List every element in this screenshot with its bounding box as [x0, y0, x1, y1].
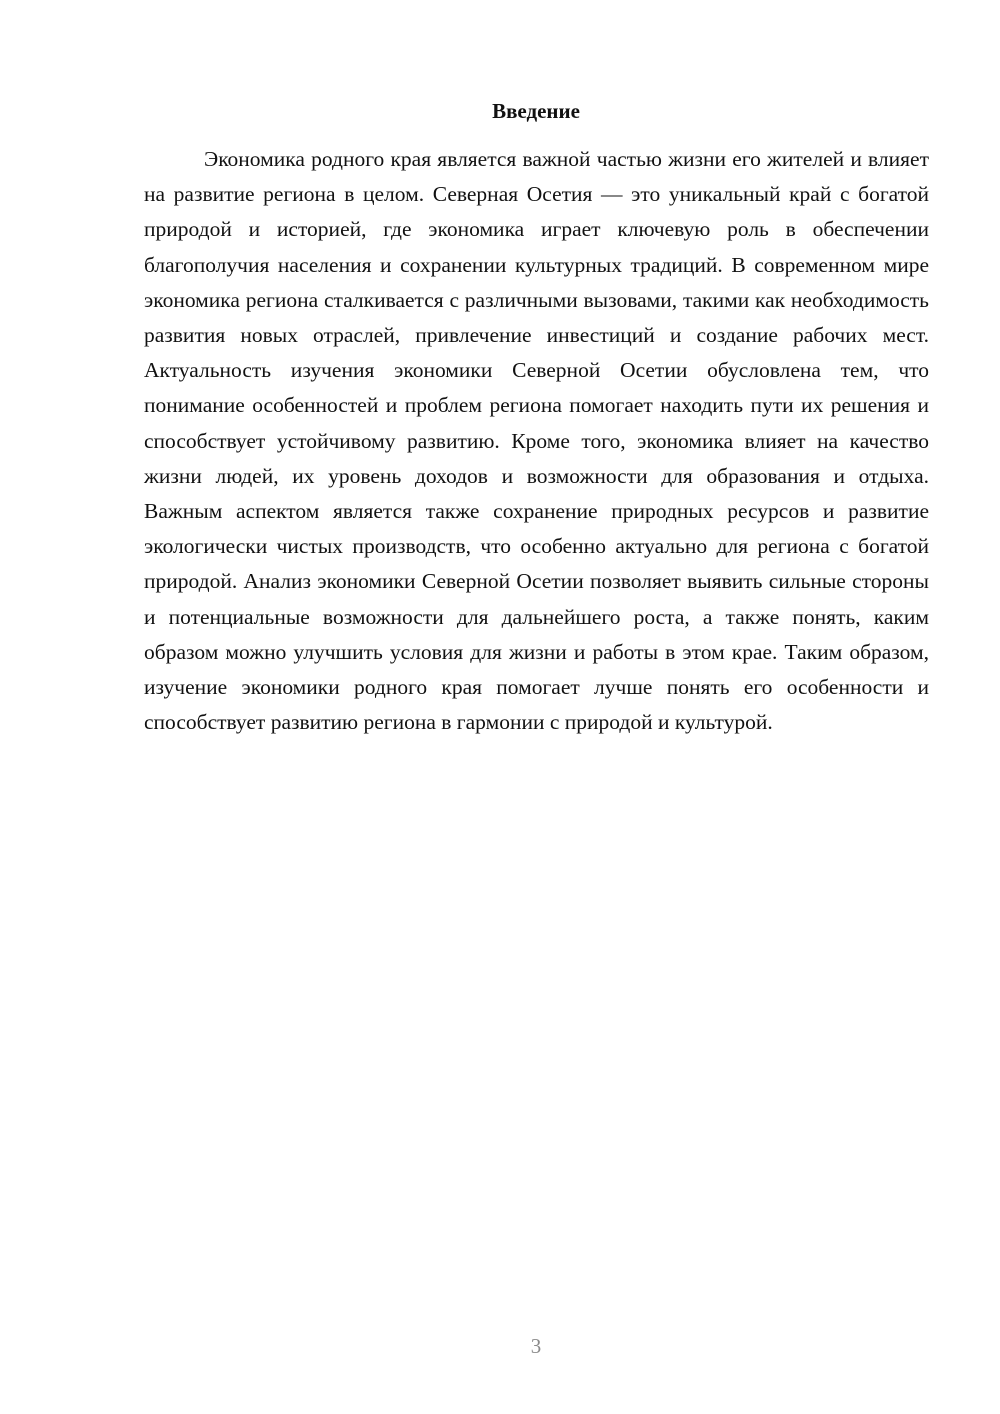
- page-number: 3: [530, 1334, 542, 1358]
- section-heading: Введение: [492, 99, 580, 123]
- introduction-paragraph: Экономика родного края является важной частью жизни его жителей и влияет на развитие региона в целом. Северная Осетия — это уникальный край с богатой природой и историей, где экономика играет ключевую роль в обеспечении благополучия населения и сохранении культурных традиций. В современном мире экономика региона сталкивается с различными вызовами, такими как необходимость развития новых отраслей, привлечение инвестиций и создание рабочих мест. Актуальность изучения экономики Северной Осетии обусловлена тем, что понимание особенностей и проблем региона помогает находить пути их решения и способствует устойчивому развитию. Кроме того, экономика влияет на качество жизни людей, их уровень доходов и возможности для образования и отдыха. Важным аспектом является также сохранение природных ресурсов и развитие экологически чистых производств, что особенно актуально для региона с богатой природой. Анализ экономики Северной Осетии позволяет выявить сильные стороны и потенциальные возможности для дальнейшего роста, а также понять, каким образом можно улучшить условия для жизни и работы в этом крае. Таким образом, изучение экономики родного края помогает лучше понять его особенности и способствует развитию региона в гармонии с природой и культурой.: [144, 147, 929, 735]
